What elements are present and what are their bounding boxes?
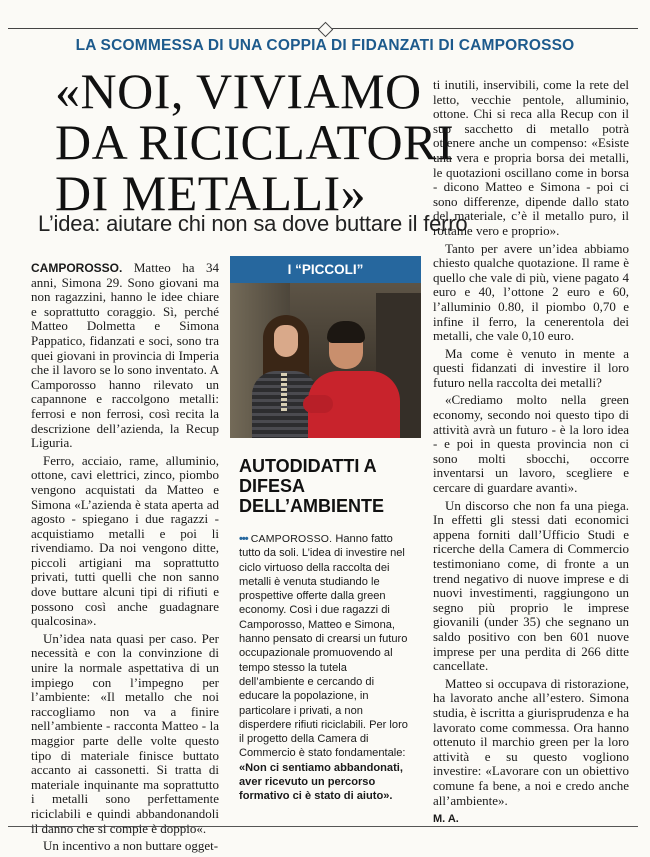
sidebar-dateline: CAMPOROSSO. bbox=[250, 533, 333, 545]
sidebar-quote: «Non ci sentiamo abbandonati, aver ricevuto un percorso formativo ci è stato di aiuto». bbox=[239, 761, 403, 803]
headline-line-3: DI METALLI» bbox=[55, 165, 367, 221]
paragraph bbox=[31, 261, 219, 451]
kicker: LA SCOMMESSA DI UNA COPPIA DI FIDANZATI DI CAMPOROSSO bbox=[75, 37, 575, 54]
couple-photo bbox=[230, 283, 421, 438]
dateline: CAMPOROSSO. bbox=[31, 261, 123, 275]
sidebar-body: Hanno fatto tutto da soli. L’idea di investire nel ciclo virtuoso della raccolta dei metalli è venuta studiando le prospettive offerte dalla green economy. Così i due ragazzi di Camporosso, Matteo e Simona, hanno pensato di crearsi un futuro occupazionale promuovendo al tempo stesso la tutela dell’ambiente e cercando di educare la popolazione, in particolare i privati, a non disperdere rifiuti riciclabili. Per loro il progetto della Camera di Commercio è stato fondamentale: bbox=[239, 533, 408, 760]
bottom-rule bbox=[8, 826, 638, 827]
bullet-dots: ••• bbox=[239, 533, 248, 545]
paragraph: Ferro, acciaio, rame, alluminio, ottone, cavi elettrici, zinco, piombo vengono acquistati da Matteo e Simona «L’azienda è stata aperta ad agosto - spiegano i due ragazzi - acquistiamo metalli e poi li rivendiamo. Da noi vengono ditte, piccoli artigiani ma soprattutto privati, tutti quelli che non sanno dove buttare alcuni tipi di rifiuti e possono così anche guadagnare qualcosina». bbox=[31, 452, 219, 629]
article-column-3 bbox=[433, 78, 629, 827]
headline-line-2: DA RICICLATORI bbox=[55, 114, 455, 170]
paragraph: Un discorso che non fa una piega. In effetti gli stessi dati economici appena forniti dall’Ufficio Studi e ricerche della Camera di Commercio testimoniano come, di fronte a un trend negativo di nuove imprese e di nuovi investimenti, raggiungono un segno più proprio le imprese giovanili (under 35) che segnano un saldo positivo con ben 601 nuove imprese per una perdita di 266 ditte cancellate. bbox=[433, 497, 629, 674]
paragraph: Matteo si occupava di ristorazione, ha lavorato anche all’estero. Simona studia, è iscritta a giurisprudenza e ha lavorato come commessa. Ora hanno ottenuto il marchio green per la loro attività e su questo vogliono investire: «Lavorare con un obiettivo comune fa bene, a noi e credo anche all’ambiente». bbox=[433, 675, 630, 808]
sidebar-box bbox=[230, 256, 421, 803]
article-column-1 bbox=[31, 261, 219, 857]
paragraph: Un’idea nata quasi per caso. Per necessità e con la convinzione di unire la normale aspettativa di un impiego con l’impegno per l’ambiente: «Il metallo che noi raccogliamo non va a finire nell’ambiente - racconta Matteo - la maggior parte delle volte questo tipo di materiale finisce buttato accanto ai cassonetti. Si tratta di materiale inquinante ma soprattutto i metalli sono perfettamente riciclabili e quindi abbandonandoli il danno che si compie è doppio«. bbox=[31, 630, 219, 836]
sidebar-label: I “PICCOLI” bbox=[230, 256, 421, 283]
sidebar-text bbox=[239, 532, 415, 804]
sidebar-title: AUTODIDATTI A DIFESA DELL’AMBIENTE bbox=[239, 456, 385, 516]
headline bbox=[55, 63, 455, 221]
headline-line-1: «NOI, VIVIAMO bbox=[55, 63, 422, 119]
paragraph: Ma come è venuto in mente a questi fidanzati di investire il loro futuro nella raccolta dei metalli? bbox=[433, 345, 629, 390]
paragraph-text: Matteo ha 34 anni, Simona 29. Sono giovani ma non ragazzini, hanno le idee chiare e soprattutto coraggio. Sì, perché Matteo Dolmetta e Simona Pappatico, fidanzati e soci, sono tra quei giovani in provincia di Imperia che il lavoro se lo sono inventato. A Camporosso hanno rilevato un capannone e raccolgono metalli: ferrosi e non ferrosi, così recita la descrizione dell’azienda, la Recup Liguria. bbox=[31, 260, 220, 451]
author-signature: M. A. bbox=[433, 813, 459, 826]
ornament-diamond bbox=[318, 22, 334, 38]
paragraph: ti inutili, inservibili, come la rete del letto, vecchie pentole, alluminio, ottone. Chi si reca alla Recup con il suo sacchetto di metallo potrà ottenere anche un compenso: «Esiste una vera e propria borsa dei metalli, le quotazioni oscillano come in borsa - dicono Matteo e Simona - poi ci sono differenze, dipende dallo stato del materiale, c’è il metallo puro, il rottame vero e proprio». bbox=[433, 77, 629, 238]
paragraph: Un incentivo a non buttare ogget- bbox=[43, 838, 219, 854]
paragraph: «Crediamo molto nella green economy, secondo noi questo tipo di attività avrà un futuro - è la loro idea - e poi in questa provincia non ci sono molti sbocchi, occorre inventarsi un lavoro, scegliere e cercare di guardare avanti». bbox=[433, 392, 629, 496]
subheadline: L’idea: aiutare chi non sa dove buttare il ferro bbox=[38, 211, 468, 236]
paragraph: Tanto per avere un’idea abbiamo chiesto qualche quotazione. Il rame è quello che vale di più, viene pagato 4 euro e 40, l’ottone 2 euro e 60, l’alluminio 0.80, il piombo 0,70 e infine il ferro, la cenerentola dei metalli, che vale 0,10 euro. bbox=[433, 240, 629, 344]
